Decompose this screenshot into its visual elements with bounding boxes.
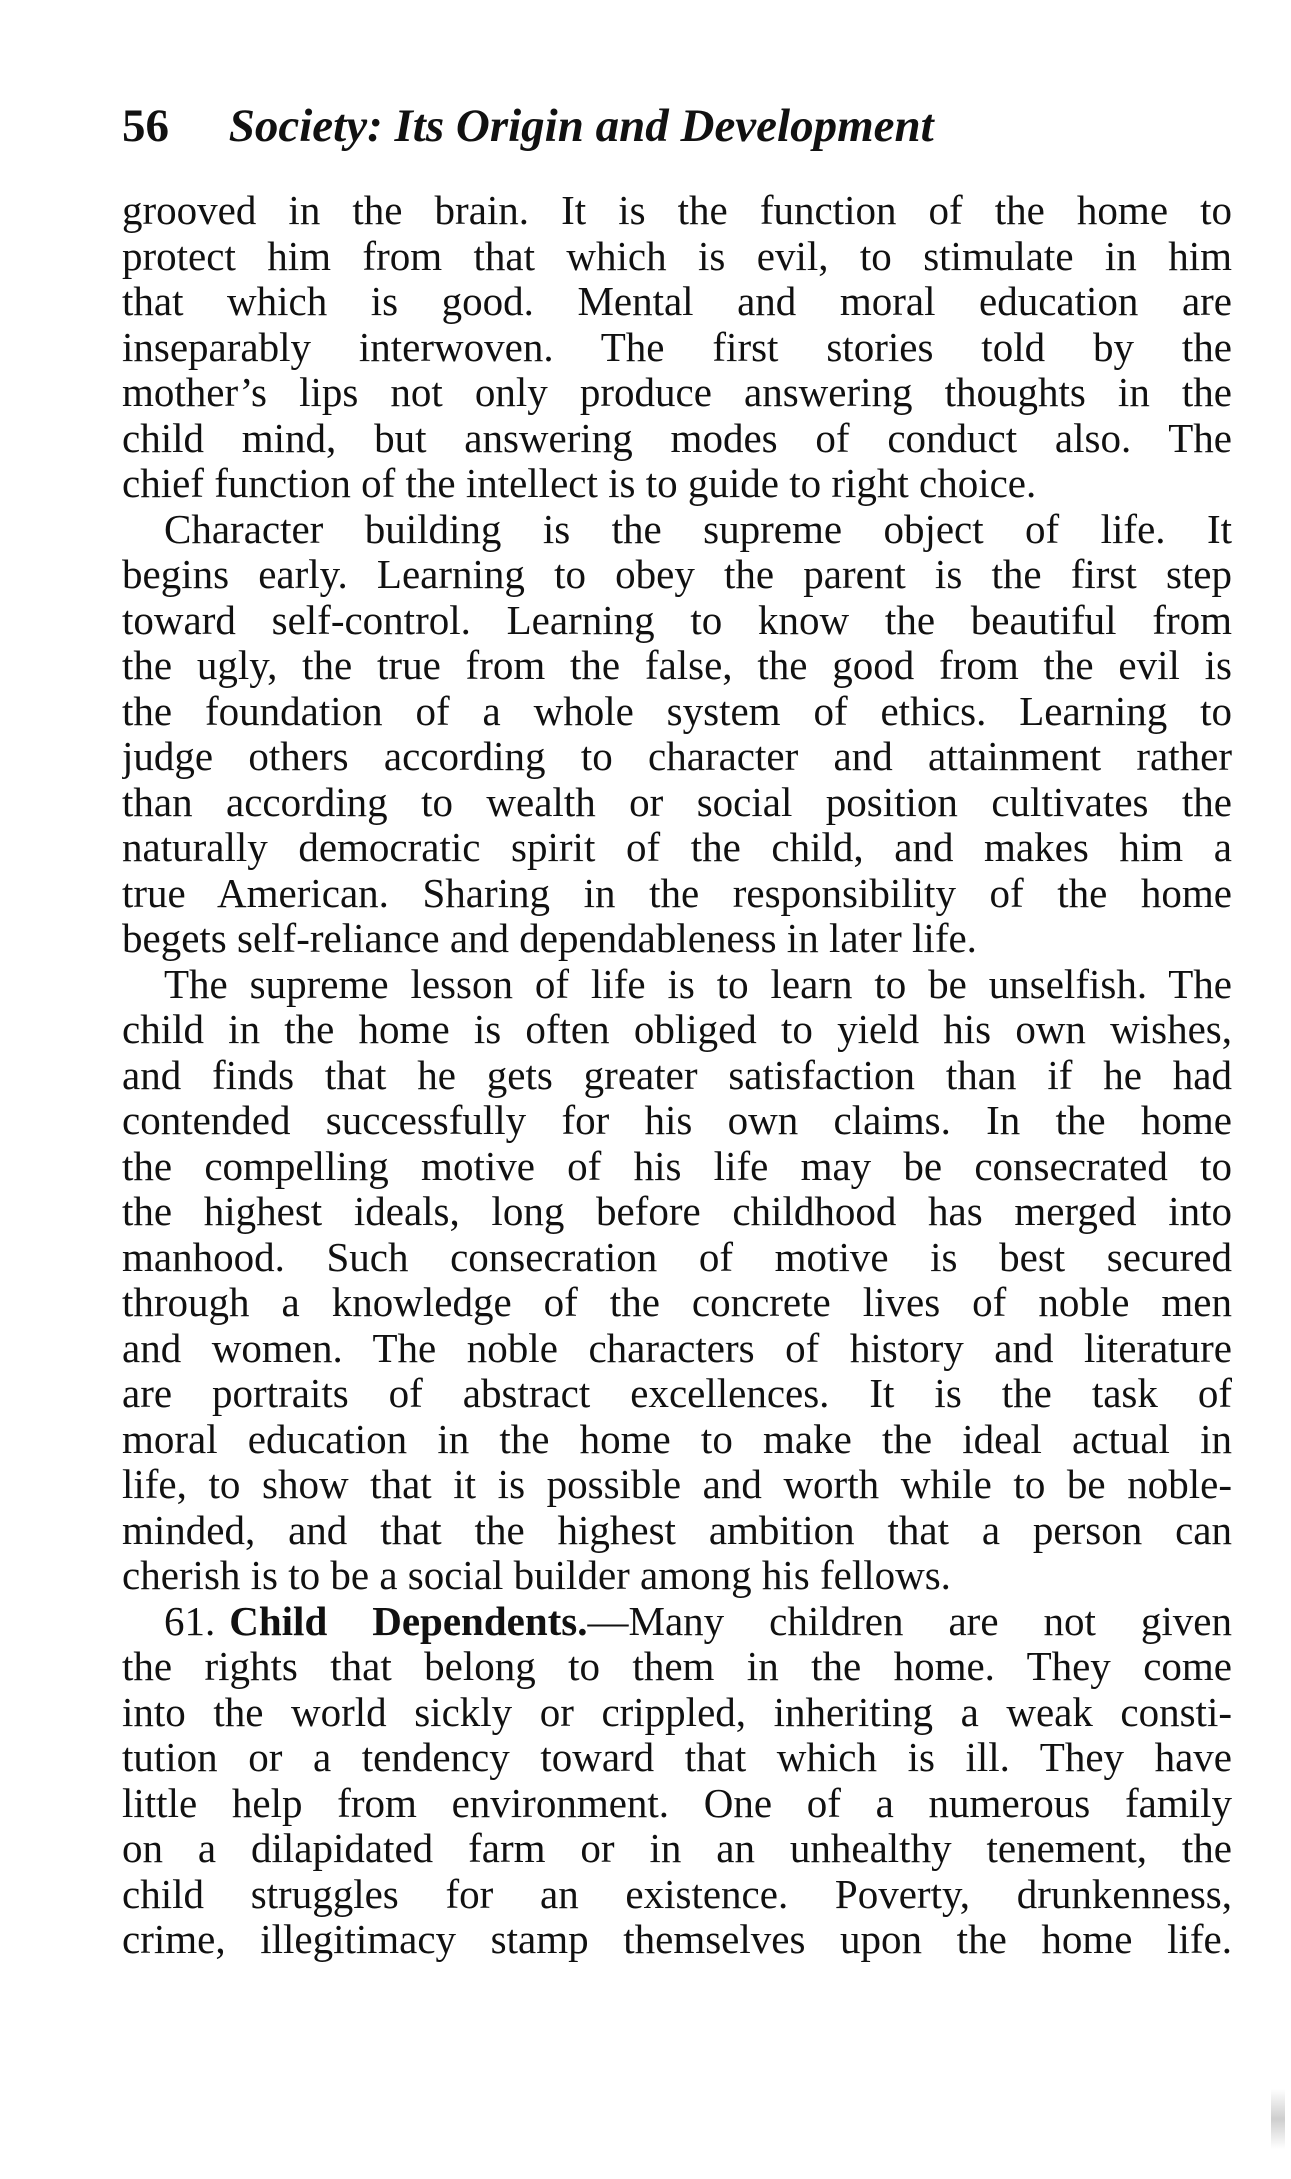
text-line: minded, and that the highest ambition that a person can bbox=[122, 1507, 1232, 1553]
text-line: life, to show that it is possible and worth while to be noble- bbox=[122, 1462, 1232, 1507]
section-number: 61. bbox=[164, 1598, 216, 1644]
text-line: inseparably interwoven. The first stories told by the bbox=[122, 324, 1232, 370]
text-line: and finds that he gets greater satisfaction than if he had bbox=[122, 1052, 1232, 1098]
section-heading-line bbox=[122, 1599, 1232, 1645]
text-line: the ugly, the true from the false, the good from the evil is bbox=[122, 643, 1232, 688]
text-line: mother’s lips not only produce answering thoughts in the bbox=[122, 370, 1232, 415]
text-line: judge others according to character and attainment rather bbox=[122, 734, 1232, 779]
text-line: cherish is to be a social builder among his fellows. bbox=[122, 1553, 951, 1598]
text-line: grooved in the brain. It is the function of the home to bbox=[122, 188, 1232, 233]
running-title: Society: Its Origin and Development bbox=[228, 100, 934, 152]
text-line: the highest ideals, long before childhood has merged into bbox=[122, 1189, 1232, 1234]
running-header bbox=[122, 96, 1222, 156]
text-line: into the world sickly or crippled, inheriting a weak consti- bbox=[122, 1689, 1232, 1735]
text-line: chief function of the intellect is to guide to right choice. bbox=[122, 461, 1037, 506]
text-line: true American. Sharing in the responsibility of the home bbox=[122, 870, 1232, 916]
page-number: 56 bbox=[122, 100, 169, 152]
text-line: contended successfully for his own claims. In the home bbox=[122, 1098, 1232, 1143]
text-line: child mind, but answering modes of conduct also. The bbox=[122, 415, 1232, 461]
text-line: manhood. Such consecration of motive is best secured bbox=[122, 1234, 1232, 1280]
text-line: than according to wealth or social position cultivates the bbox=[122, 779, 1232, 825]
text-line: protect him from that which is evil, to stimulate in him bbox=[122, 233, 1232, 279]
text-line: the foundation of a whole system of ethics. Learning to bbox=[122, 688, 1232, 734]
text-line: naturally democratic spirit of the child, and makes him a bbox=[122, 825, 1232, 870]
text-line: begets self-reliance and dependableness in later life. bbox=[122, 916, 977, 961]
text-line: little help from environment. One of a numerous family bbox=[122, 1780, 1232, 1826]
text-line: the rights that belong to them in the home. They come bbox=[122, 1644, 1232, 1689]
text-line: on a dilapidated farm or in an unhealthy tenement, the bbox=[122, 1826, 1232, 1871]
text-line: are portraits of abstract excellences. It is the task of bbox=[122, 1371, 1232, 1416]
text-line: Character building is the supreme object of life. It bbox=[164, 506, 1232, 552]
text-line: child struggles for an existence. Poverty, drunkenness, bbox=[122, 1871, 1232, 1917]
section-lead-text: —Many children are not given bbox=[587, 1598, 1232, 1644]
text-line: child in the home is often obliged to yield his own wishes, bbox=[122, 1007, 1232, 1052]
text-line: through a knowledge of the concrete lives of noble men bbox=[122, 1280, 1232, 1325]
body-text bbox=[122, 188, 1232, 1963]
text-line: moral education in the home to make the ideal actual in bbox=[122, 1416, 1232, 1462]
text-line: begins early. Learning to obey the parent is the first step bbox=[122, 552, 1232, 597]
section-title: Child Dependents. bbox=[229, 1598, 588, 1644]
text-line: toward self-control. Learning to know the beautiful from bbox=[122, 597, 1232, 643]
text-line: tution or a tendency toward that which is ill. They have bbox=[122, 1735, 1232, 1780]
text-line: and women. The noble characters of history and literature bbox=[122, 1325, 1232, 1371]
text-line: The supreme lesson of life is to learn to be unselfish. The bbox=[164, 961, 1232, 1007]
text-line: that which is good. Mental and moral education are bbox=[122, 279, 1232, 324]
text-line: crime, illegitimacy stamp themselves upon the home life. bbox=[122, 1917, 1232, 1962]
scan-smudge bbox=[1271, 2089, 1285, 2149]
text-line: the compelling motive of his life may be consecrated to bbox=[122, 1143, 1232, 1189]
